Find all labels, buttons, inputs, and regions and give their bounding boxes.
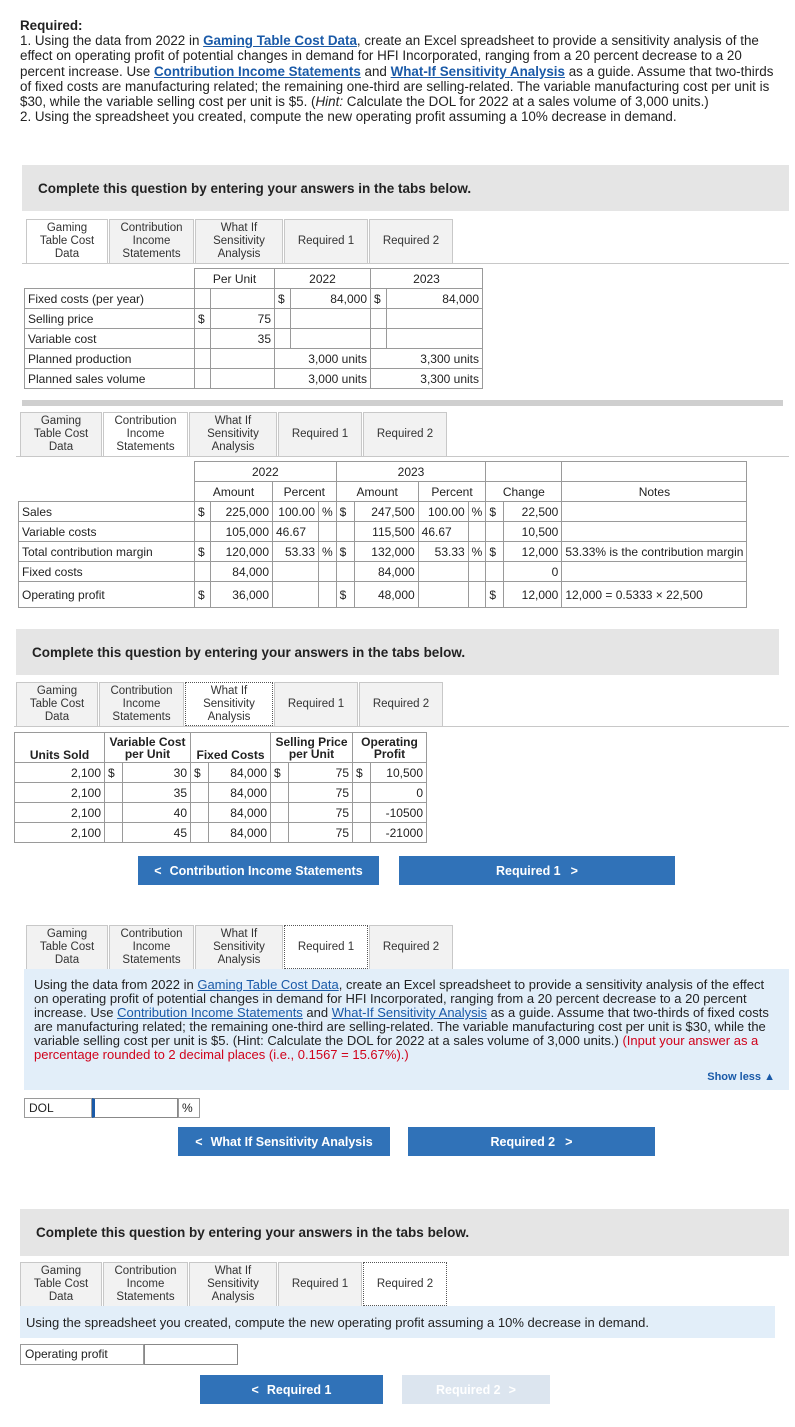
cell-value: 2,100: [15, 783, 105, 803]
cell-value: 100.00: [418, 502, 468, 522]
cell-value: [273, 562, 319, 582]
currency: [195, 562, 211, 582]
cell-value: 40: [123, 803, 191, 823]
cell-value: 30: [123, 763, 191, 783]
cell-value: 75: [289, 763, 353, 783]
instructions-text: as a guide. Assume that two-thirds of fixed costs are manufacturing related; the remaining one-third are selling-related. The variable manufacturing cost per unit is $30, while the variable selling cost per unit is $5. (: [20, 63, 774, 110]
currency: [271, 803, 289, 823]
cell-value: 45: [123, 823, 191, 843]
cell-value: 3,300 units: [371, 369, 483, 389]
chevron-left-icon: <: [251, 1382, 259, 1397]
chevron-left-icon: <: [154, 863, 162, 878]
percent-sign: %: [468, 502, 486, 522]
col-2023: 2023: [371, 269, 483, 289]
col-fixed-costs: Fixed Costs: [191, 733, 271, 763]
col-percent: Percent: [273, 482, 337, 502]
col-change: Change: [486, 482, 562, 502]
instructions-text: Calculate the DOL for 2022 at a sales volume of 3,000 units.): [343, 94, 709, 110]
tab-required-2[interactable]: Required 2: [369, 219, 453, 263]
col-2022: 2022: [275, 269, 371, 289]
row-label: Planned production: [25, 349, 195, 369]
row-label: Variable cost: [25, 329, 195, 349]
table-row: [15, 763, 427, 783]
input-instruction: (Input your answer as a percentage rounded to 2 decimal places (i.e., 0.1567 = 15.67%).): [34, 1033, 759, 1062]
required-2-panel: [20, 1306, 775, 1338]
table-row: [19, 522, 747, 542]
button-label: What If Sensitivity Analysis: [210, 1134, 373, 1149]
note: 53.33% is the contribution margin: [562, 542, 747, 562]
tab-gaming-table-cost-data[interactable]: Gaming Table Cost Data: [16, 682, 98, 726]
row-label: Total contribution margin: [19, 542, 195, 562]
row-label: Operating profit: [19, 582, 195, 608]
cell-value: 84,000: [211, 562, 273, 582]
col-percent: Percent: [418, 482, 486, 502]
tab-required-2[interactable]: Required 2: [363, 1262, 447, 1306]
gaming-table-link[interactable]: Gaming Table Cost Data: [197, 977, 339, 992]
cost-data-table: [24, 268, 483, 389]
tab-required-2[interactable]: Required 2: [363, 412, 447, 456]
percent-sign: [468, 582, 486, 608]
hint-label: Hint:: [315, 94, 344, 110]
note: [562, 522, 747, 542]
cell-value: 84,000: [354, 562, 418, 582]
row-label: Selling price: [25, 309, 195, 329]
cell-value: [418, 562, 468, 582]
tab-required-2[interactable]: Required 2: [369, 925, 453, 969]
required-1-panel: [24, 969, 789, 1090]
cell-value: [418, 582, 468, 608]
cell-value: 35: [211, 329, 275, 349]
contribution-statements-link[interactable]: Contribution Income Statements: [153, 63, 361, 79]
currency: [191, 823, 209, 843]
question-text: , create an Excel spreadsheet to provide a sensitivity analysis of the effect on operating profit of potential changes in demand for HFI Incorporated, ranging from a 20 percent decrease to a 20 percent increase. Use: [34, 977, 765, 1020]
cell-value: 12,000: [504, 582, 562, 608]
tab-required-1[interactable]: Required 1: [278, 1262, 362, 1306]
cell-value: 53.33: [418, 542, 468, 562]
table-row: [15, 803, 427, 823]
tab-what-if-sensitivity-analysis[interactable]: What If Sensitivity Analysis: [195, 925, 283, 969]
percent-sign: [319, 582, 337, 608]
currency: [105, 803, 123, 823]
currency: $: [105, 763, 123, 783]
note: 12,000 = 0.5333 × 22,500: [562, 582, 747, 608]
tab-contribution-income-statements[interactable]: Contribution Income Statements: [103, 412, 188, 456]
percent-sign: [468, 562, 486, 582]
cell-value: 105,000: [211, 522, 273, 542]
cell-value: 100.00: [273, 502, 319, 522]
show-less-toggle[interactable]: Show less ▲: [707, 1071, 775, 1083]
cell-value: 10,500: [371, 763, 427, 783]
cell-value: -21000: [371, 823, 427, 843]
currency: [191, 803, 209, 823]
cell-value: 75: [289, 803, 353, 823]
scrollbar-track[interactable]: [22, 400, 783, 406]
cell-value: 84,000: [387, 289, 483, 309]
currency: $: [486, 542, 504, 562]
tab-gaming-table-cost-data[interactable]: Gaming Table Cost Data: [26, 925, 108, 969]
row-label: Sales: [19, 502, 195, 522]
tab-bar: [16, 682, 444, 726]
currency: [336, 522, 354, 542]
tab-bar: [20, 1262, 448, 1306]
cell-value: 2,100: [15, 763, 105, 783]
cell-value: 84,000: [209, 823, 271, 843]
cell-value: 75: [289, 783, 353, 803]
currency: $: [195, 309, 211, 329]
currency: $: [195, 502, 211, 522]
cell-value: 0: [504, 562, 562, 582]
tab-bar: [20, 412, 448, 456]
cell-value: 36,000: [211, 582, 273, 608]
cell-value: 46.67: [418, 522, 468, 542]
currency: [105, 783, 123, 803]
tab-divider: [16, 456, 789, 457]
question-banner: Complete this question by entering your answers in the tabs below.: [22, 165, 789, 211]
col-per-unit: Per Unit: [195, 269, 275, 289]
instructions-text: and: [360, 63, 391, 79]
button-label: Contribution Income Statements: [169, 863, 363, 878]
what-if-table: [14, 732, 427, 843]
question-banner: Complete this question by entering your answers in the tabs below.: [16, 629, 779, 675]
row-label: Fixed costs: [19, 562, 195, 582]
tab-contribution-income-statements[interactable]: Contribution Income Statements: [109, 925, 194, 969]
back-contribution-button[interactable]: [138, 856, 379, 885]
tab-divider: [22, 263, 789, 264]
cell-value: 120,000: [211, 542, 273, 562]
currency: $: [191, 763, 209, 783]
row-label: Planned sales volume: [25, 369, 195, 389]
instructions: [20, 18, 785, 124]
tab-what-if-sensitivity-analysis[interactable]: What If Sensitivity Analysis: [189, 412, 277, 456]
question-banner: Complete this question by entering your answers in the tabs below.: [20, 1209, 789, 1256]
question-text: and: [302, 1005, 332, 1020]
dol-input[interactable]: [92, 1098, 178, 1118]
cell-value: 22,500: [504, 502, 562, 522]
what-if-analysis-link[interactable]: What-If Sensitivity Analysis: [331, 1005, 488, 1020]
percent-sign: [468, 522, 486, 542]
tab-required-1[interactable]: Required 1: [274, 682, 358, 726]
note: [562, 502, 747, 522]
cell-value: 2,100: [15, 823, 105, 843]
button-label: Required 2: [490, 1134, 556, 1149]
question-text: Using the spreadsheet you created, compute the new operating profit assuming a 10% decrease in demand.: [26, 1314, 649, 1330]
tab-required-2[interactable]: Required 2: [359, 682, 443, 726]
cell-value: 46.67: [273, 522, 319, 542]
next-required-1-button[interactable]: [399, 856, 675, 885]
chevron-right-icon: >: [570, 863, 578, 878]
cell-value: [273, 582, 319, 608]
currency: [353, 803, 371, 823]
year-2023-header: 2023: [336, 462, 486, 482]
row-label: Variable costs: [19, 522, 195, 542]
cell-value: 84,000: [209, 783, 271, 803]
back-required-1-button[interactable]: [200, 1375, 383, 1404]
tab-required-1[interactable]: Required 1: [278, 412, 362, 456]
percent-sign: [319, 522, 337, 542]
cell-value: 115,500: [354, 522, 418, 542]
currency: $: [271, 763, 289, 783]
currency: $: [336, 502, 354, 522]
currency: [195, 522, 211, 542]
percent-sign: [319, 562, 337, 582]
currency: $: [486, 502, 504, 522]
currency: $: [336, 542, 354, 562]
currency: [271, 823, 289, 843]
cell-value: 35: [123, 783, 191, 803]
col-operating-profit: Operating Profit: [353, 733, 427, 763]
table-row: [19, 582, 747, 608]
percent-sign: %: [468, 542, 486, 562]
operating-profit-input[interactable]: [144, 1344, 238, 1365]
cell-value: 3,000 units: [275, 349, 371, 369]
tab-required-1[interactable]: Required 1: [284, 925, 368, 969]
cell-value: 12,000: [504, 542, 562, 562]
tab-gaming-table-cost-data[interactable]: Gaming Table Cost Data: [20, 412, 102, 456]
contribution-income-table: [18, 461, 747, 608]
tab-what-if-sensitivity-analysis[interactable]: What If Sensitivity Analysis: [189, 1262, 277, 1306]
tab-divider: [14, 726, 789, 727]
cell-value: 10,500: [504, 522, 562, 542]
tab-bar: [26, 925, 454, 969]
cell-value: 0: [371, 783, 427, 803]
dol-label: DOL: [24, 1098, 92, 1118]
currency: $: [195, 542, 211, 562]
currency: [486, 522, 504, 542]
percent-sign: %: [178, 1098, 200, 1118]
cell-value: 225,000: [211, 502, 273, 522]
currency: [486, 562, 504, 582]
currency: [271, 783, 289, 803]
cell-value: 3,300 units: [371, 349, 483, 369]
year-2022-header: 2022: [195, 462, 337, 482]
currency: $: [353, 763, 371, 783]
currency: $: [195, 582, 211, 608]
currency: $: [371, 289, 387, 309]
cell-value: -10500: [371, 803, 427, 823]
col-units-sold: Units Sold: [15, 733, 105, 763]
tab-contribution-income-statements[interactable]: Contribution Income Statements: [103, 1262, 188, 1306]
percent-sign: %: [319, 542, 337, 562]
cell-value: 132,000: [354, 542, 418, 562]
table-row: [19, 502, 747, 522]
percent-sign: %: [319, 502, 337, 522]
instructions-text: , create an Excel spreadsheet to provide a sensitivity analysis of the effect on operating profit of potential changes in demand for HFI Incorporated, ranging from a 20 percent decrease to a 20 percent increase. Use: [20, 33, 759, 79]
dol-row: [24, 1098, 200, 1118]
tab-gaming-table-cost-data[interactable]: Gaming Table Cost Data: [26, 219, 108, 263]
cell-value: 75: [211, 309, 275, 329]
note: [562, 562, 747, 582]
next-required-2-button[interactable]: [408, 1127, 655, 1156]
tab-contribution-income-statements[interactable]: Contribution Income Statements: [109, 219, 194, 263]
cell-value: 53.33: [273, 542, 319, 562]
col-notes: Notes: [562, 482, 747, 502]
required-heading: Required:: [20, 18, 83, 33]
currency: [353, 783, 371, 803]
tab-contribution-income-statements[interactable]: Contribution Income Statements: [99, 682, 184, 726]
operating-profit-row: [20, 1344, 238, 1365]
currency: $: [336, 582, 354, 608]
col-selling-price: Selling Price per Unit: [271, 733, 353, 763]
row-label: Fixed costs (per year): [25, 289, 195, 309]
chevron-left-icon: <: [195, 1134, 203, 1149]
currency: $: [486, 582, 504, 608]
table-row: [15, 823, 427, 843]
cell-value: 84,000: [209, 763, 271, 783]
col-variable-cost: Variable Cost per Unit: [105, 733, 191, 763]
table-row: [15, 783, 427, 803]
instructions-part-2: 2. Using the spreadsheet you created, compute the new operating profit assuming a 10% decrease in demand.: [20, 109, 677, 125]
cell-value: 84,000: [291, 289, 371, 309]
currency: [353, 823, 371, 843]
chevron-right-icon: >: [565, 1134, 573, 1149]
currency: $: [275, 289, 291, 309]
back-what-if-button[interactable]: [178, 1127, 390, 1156]
cell-value: 2,100: [15, 803, 105, 823]
tab-bar: [26, 219, 454, 263]
next-required-2-disabled-button: [402, 1375, 550, 1404]
cell-value: 48,000: [354, 582, 418, 608]
cell-value: 84,000: [209, 803, 271, 823]
cell-value: 247,500: [354, 502, 418, 522]
button-label: Required 1: [266, 1382, 332, 1397]
button-label: Required 1: [496, 863, 561, 878]
instructions-text: 1. Using the data from 2022 in: [20, 33, 204, 49]
currency: [336, 562, 354, 582]
currency: [105, 823, 123, 843]
table-row: [19, 562, 747, 582]
currency: [191, 783, 209, 803]
what-if-analysis-link[interactable]: What-If Sensitivity Analysis: [390, 63, 565, 79]
tab-what-if-sensitivity-analysis[interactable]: What If Sensitivity Analysis: [195, 219, 283, 263]
operating-profit-label: Operating profit: [20, 1344, 144, 1365]
cell-value: 3,000 units: [275, 369, 371, 389]
cell-value: 75: [289, 823, 353, 843]
tab-required-1[interactable]: Required 1: [284, 219, 368, 263]
button-label: Required 2: [436, 1382, 501, 1397]
tab-gaming-table-cost-data[interactable]: Gaming Table Cost Data: [20, 1262, 102, 1306]
col-amount: Amount: [336, 482, 418, 502]
gaming-table-link[interactable]: Gaming Table Cost Data: [203, 33, 357, 49]
chevron-right-icon: >: [508, 1382, 516, 1397]
tab-what-if-sensitivity-analysis[interactable]: What If Sensitivity Analysis: [185, 682, 273, 726]
table-row: [19, 542, 747, 562]
col-amount: Amount: [195, 482, 273, 502]
question-text: as a guide. Assume that two-thirds of fixed costs are manufacturing related; the remaining one-third are selling-related. The variable manufacturing cost per unit is $30, while the variable selling cost per unit is $5. (Hint: Calculate the DOL for 2022 at a sales volume of 3,000 units.): [34, 1005, 769, 1048]
question-text: Using the data from 2022 in: [34, 977, 198, 992]
contribution-statements-link[interactable]: Contribution Income Statements: [117, 1005, 303, 1020]
